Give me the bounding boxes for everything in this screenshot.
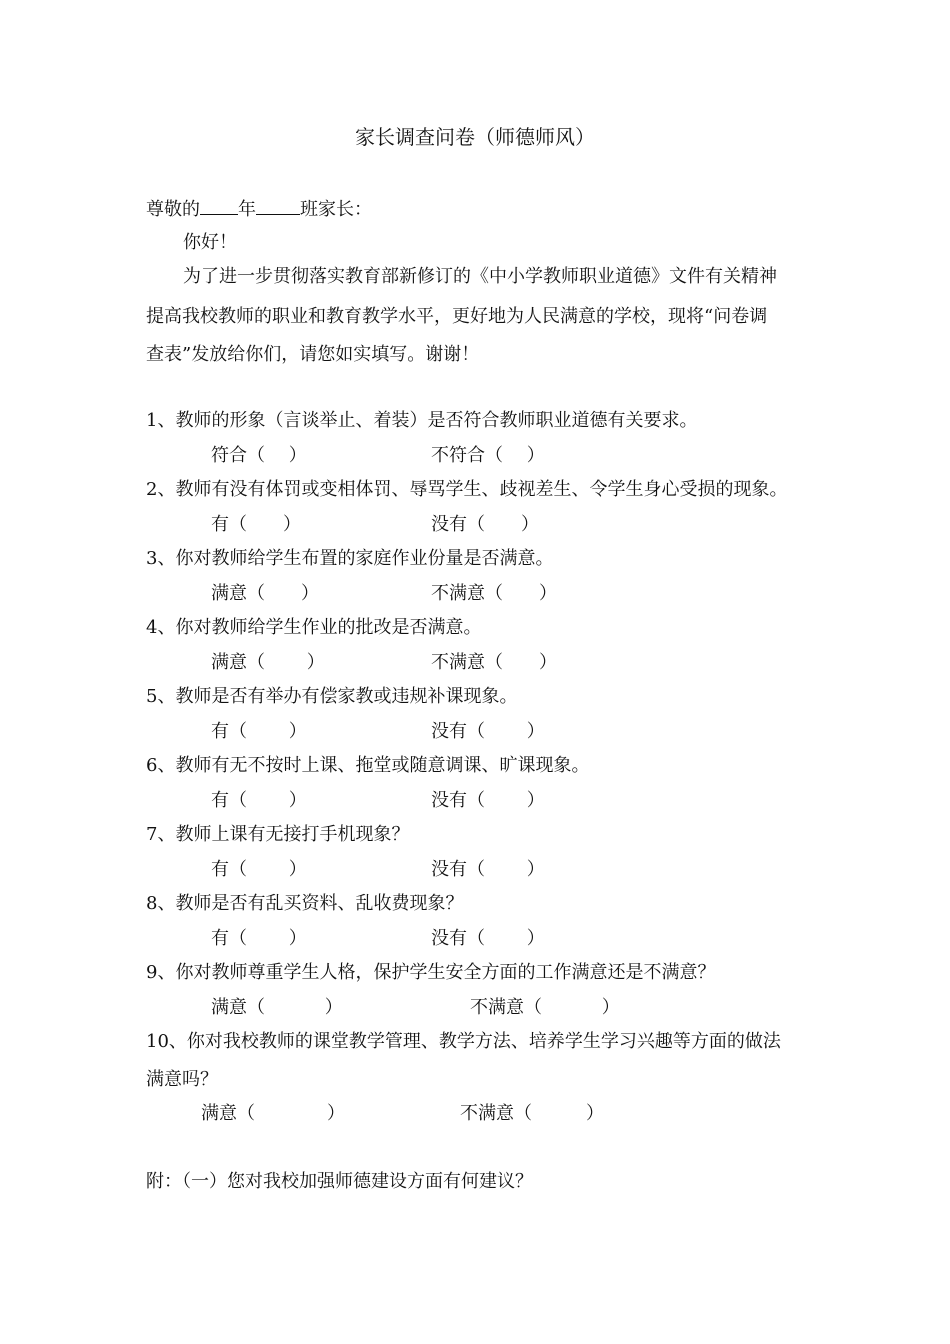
question-4: 4、你对教师给学生作业的批改是否满意。	[146, 617, 482, 638]
grade-blank	[200, 198, 238, 215]
question-6: 6、教师有无不按时上课、拖堂或随意调课、旷课现象。	[146, 755, 590, 776]
q8-option-a: 有（ ）	[211, 928, 307, 949]
intro-line-2: 提高我校教师的职业和教育教学水平，更好地为人民满意的学校，现将“问卷调	[146, 306, 768, 327]
q7-option-a: 有（ ）	[211, 859, 307, 880]
intro-line-1: 为了进一步贯彻落实教育部新修订的《中小学教师职业道德》文件有关精神	[183, 266, 777, 287]
q6-option-a: 有（ ）	[211, 790, 307, 811]
hello-text: 你好！	[183, 232, 237, 253]
q4-option-a: 满意（ ）	[211, 652, 325, 673]
salutation-line	[146, 198, 372, 221]
salutation-suffix: 班家长：	[300, 199, 372, 220]
q6-option-b: 没有（ ）	[431, 790, 545, 811]
q9-option-a: 满意（ ）	[211, 997, 343, 1018]
question-2: 2、教师有没有体罚或变相体罚、辱骂学生、歧视差生、令学生身心受损的现象。	[146, 479, 788, 500]
salutation-year: 年	[238, 199, 256, 220]
q3-option-b: 不满意（ ）	[431, 583, 557, 604]
q9-option-b: 不满意（ ）	[470, 997, 620, 1018]
appendix-question: 附：（一）您对我校加强师德建设方面有何建议？	[146, 1171, 533, 1192]
q4-option-b: 不满意（ ）	[431, 652, 557, 673]
question-8: 8、教师是否有乱买资料、乱收费现象？	[146, 893, 464, 914]
q10-option-b: 不满意（ ）	[460, 1103, 604, 1124]
q2-option-b: 没有（ ）	[431, 514, 539, 535]
question-10: 10、你对我校教师的课堂教学管理、教学方法、培养学生学习兴趣等方面的做法	[146, 1031, 781, 1052]
question-7: 7、教师上课有无接打手机现象？	[146, 824, 410, 845]
document-title: 家长调查问卷（师德师风）	[355, 125, 595, 149]
intro-line-3: 查表”发放给你们，请您如实填写。谢谢！	[146, 344, 480, 365]
question-5: 5、教师是否有举办有偿家教或违规补课现象。	[146, 686, 518, 707]
q8-option-b: 没有（ ）	[431, 928, 545, 949]
class-blank	[256, 198, 300, 215]
q2-option-a: 有（ ）	[211, 514, 301, 535]
question-1: 1、教师的形象（言谈举止、着装）是否符合教师职业道德有关要求。	[146, 410, 698, 431]
q5-option-a: 有（ ）	[211, 721, 307, 742]
question-10-continued: 满意吗？	[146, 1069, 218, 1090]
q1-option-b: 不符合（ ）	[431, 445, 545, 466]
q3-option-a: 满意（ ）	[211, 583, 319, 604]
salutation-prefix: 尊敬的	[146, 199, 200, 220]
question-9: 9、你对教师尊重学生人格，保护学生安全方面的工作满意还是不满意？	[146, 962, 716, 983]
question-3: 3、你对教师给学生布置的家庭作业份量是否满意。	[146, 548, 554, 569]
q10-option-a: 满意（ ）	[201, 1103, 345, 1124]
q7-option-b: 没有（ ）	[431, 859, 545, 880]
q5-option-b: 没有（ ）	[431, 721, 545, 742]
q1-option-a: 符合（ ）	[211, 445, 307, 466]
